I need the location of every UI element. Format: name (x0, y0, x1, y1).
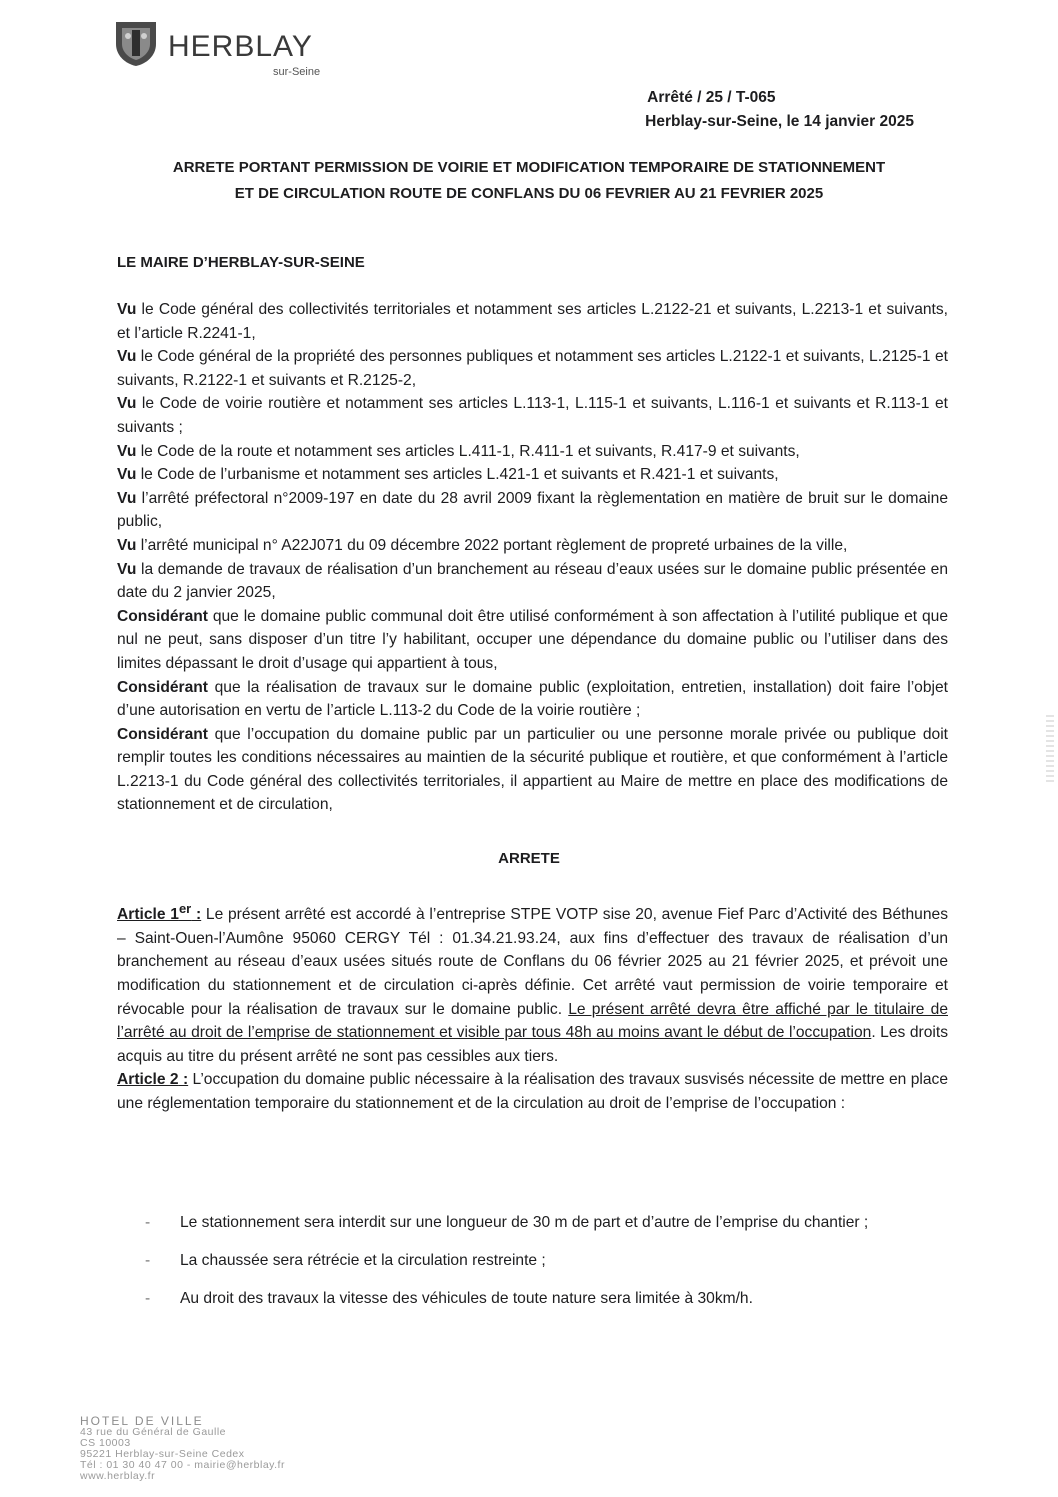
article-2-label-text: Article 2 (117, 1071, 179, 1089)
article-1 (117, 897, 948, 1068)
article-1-colon: : (191, 906, 202, 924)
footer-line: HOTEL DE VILLE (80, 1414, 204, 1428)
scan-artifact (1046, 715, 1054, 785)
consideration-lead: Vu (117, 536, 137, 554)
article-2-label (117, 1071, 188, 1088)
article-1-tail: . Les droits acquis au titre du présent arrêté ne sont pas cessibles aux tiers. (117, 1024, 948, 1065)
mayor-heading: LE MAIRE D’HERBLAY-SUR-SEINE (117, 254, 365, 271)
footer-address (80, 1416, 285, 1482)
consideration-item (117, 487, 948, 534)
measures-list (145, 1204, 948, 1318)
footer-line: 43 rue du Général de Gaulle (80, 1426, 227, 1438)
consideration-item (117, 298, 948, 345)
consideration-lead: Considérant (117, 607, 208, 625)
consideration-text: le Code de l’urbanisme et notamment ses articles L.421-1 et suivants et R.421-1 et suivants, (136, 466, 779, 484)
consideration-lead: Vu (117, 301, 137, 318)
consideration-lead: Considérant (117, 725, 208, 743)
article-1-label (117, 901, 202, 924)
consideration-text: le Code général de la propriété des personnes publiques et notamment ses articles L.2122-1 et suivants, L.2125-1 et suivants, R.2122-1 et suivants et R.2125-2, (117, 348, 948, 389)
reference-number: Arrêté / 25 / T-065 (647, 89, 776, 106)
list-item-text: Le stationnement sera interdit sur une longueur de 30 m de part et d’autre de l’emprise du chantier ; (180, 1214, 869, 1231)
document-title (100, 155, 958, 207)
article-1-underlined-text: Le présent arrêté devra être affiché par le titulaire de l’arrêté au droit de l’emprise de stationnement et visible par tous 48h au moins avant le début de l’occupation (117, 1000, 948, 1042)
consideration-item (117, 676, 948, 723)
consideration-text: que le domaine public communal doit être utilisé conformément à son affectation à l’utilité publique et que nul ne peut, sans disposer d’un titre l’y habilitant, occuper une dépendance du domaine public ou l’utiliser dans des limites dépassant le droit d’usage qui appartient à tous, (117, 607, 948, 672)
consideration-text: l’arrêté municipal n° A22J071 du 09 décembre 2022 portant règlement de propreté urbaines de la ville, (136, 536, 848, 554)
logo-name: HERBLAY (168, 30, 313, 63)
footer-line: Tél : 01 30 40 47 00 - mairie@herblay.fr (80, 1459, 285, 1471)
consideration-lead: Vu (117, 348, 137, 366)
consideration-text: que l’occupation du domaine public par un particulier ou une personne morale privée ou publique doit remplir toutes les conditions nécessaires au maintien de la sécurité publique et routière, et que conformément à l’article L.2213-1 du Code général des collectivités territoriales, il appartient au Maire de mettre en place des modifications de stationnement et de circulation, (117, 725, 948, 814)
list-item-text: Au droit des travaux la vitesse des véhicules de toute nature sera limitée à 30km/h. (180, 1290, 753, 1307)
title-line-1: ARRETE PORTANT PERMISSION DE VOIRIE ET MODIFICATION TEMPORAIRE DE STATIONNEMENT (172, 159, 886, 176)
article-2 (117, 1068, 948, 1115)
considerations-list (117, 298, 948, 817)
consideration-text: le Code de la route et notamment ses articles L.411-1, R.411-1 et suivants, R.417-9 et suivants, (136, 442, 800, 460)
consideration-lead: Vu (117, 395, 137, 413)
list-item (145, 1204, 948, 1242)
article-1-superscript: er (178, 901, 192, 916)
consideration-item (117, 392, 948, 439)
consideration-text: la demande de travaux de réalisation d’un branchement au réseau d’eaux usées sur le domaine public présentée en date du 2 janvier 2025, (117, 560, 948, 602)
consideration-lead: Vu (117, 560, 137, 578)
consideration-text: que la réalisation de travaux sur le domaine public (exploitation, entretien, installation) doit faire l’objet d’une autorisation en vertu de l’article L.113-2 du Code de la voirie routière ; (117, 678, 948, 720)
reference-block (645, 86, 914, 134)
city-crest-icon (110, 18, 162, 68)
bullet-dash: - (145, 1214, 151, 1231)
consideration-item (117, 723, 948, 817)
article-2-text: L’occupation du domaine public nécessaire à la réalisation des travaux susvisés nécessite de mettre en place une réglementation temporaire du stationnement et de la circulation au droit de l’emprise de l’occupation : (117, 1071, 948, 1112)
list-item (145, 1242, 948, 1280)
title-line-2: ET DE CIRCULATION ROUTE DE CONFLANS DU 06 FEVRIER AU 21 FEVRIER 2025 (234, 185, 824, 202)
list-item-text: La chaussée sera rétrécie et la circulation restreinte ; (180, 1252, 546, 1269)
bullet-dash: - (145, 1290, 151, 1307)
consideration-lead: Vu (117, 489, 137, 507)
consideration-lead: Considérant (117, 678, 208, 696)
footer-line: CS 10003 (80, 1437, 131, 1449)
articles (117, 897, 948, 1116)
city-logo (110, 18, 370, 78)
consideration-text: le Code général des collectivités territoriales et notamment ses articles L.2122-21 et suivants, L.2213-1 et suivants, et l’article R.2241-1, (117, 301, 948, 342)
place-date: Herblay-sur-Seine, le 14 janvier 2025 (645, 113, 914, 130)
consideration-item (117, 605, 948, 676)
consideration-text: l’arrêté préfectoral n°2009-197 en date du 28 avril 2009 fixant la règlementation en matière de bruit sur le domaine public, (117, 489, 948, 531)
consideration-item (117, 534, 948, 558)
consideration-item (117, 440, 948, 464)
article-2-colon: : (178, 1071, 189, 1089)
footer-line: 95221 Herblay-sur-Seine Cedex (80, 1448, 245, 1460)
bullet-dash: - (145, 1252, 151, 1269)
consideration-item (117, 345, 948, 392)
consideration-item (117, 463, 948, 487)
footer-line: www.herblay.fr (80, 1470, 156, 1482)
article-1-text: Le présent arrêté est accordé à l’entreprise STPE VOTP sise 20, avenue Fief Parc d’Activité des Béthunes – Saint-Ouen-l’Aumône 95060 CERGY Tél : 01.34.21.93.24, aux fins d’effectuer des travaux de réalisation d’un branchement au réseau d’eaux usées situés route de Conflans du 06 février 2025 au 21 février 2025, et prévoit une modification du stationnement et de circulation ci-après définie. Cet arrêté vaut permission de voirie temporaire et révocable pour la réalisation de travaux sur le domaine public. (117, 906, 948, 1018)
arrete-heading: ARRETE (498, 850, 560, 867)
consideration-item (117, 558, 948, 605)
article-1-label-text: Article 1 (117, 906, 179, 924)
list-item (145, 1280, 948, 1318)
consideration-text: le Code de voirie routière et notamment ses articles L.113-1, L.115-1 et suivants, L.116-1 et suivants et R.113-1 et suivants ; (117, 395, 948, 436)
consideration-lead: Vu (117, 442, 137, 460)
logo-subtitle: sur-Seine (273, 66, 321, 78)
consideration-lead: Vu (117, 466, 137, 484)
